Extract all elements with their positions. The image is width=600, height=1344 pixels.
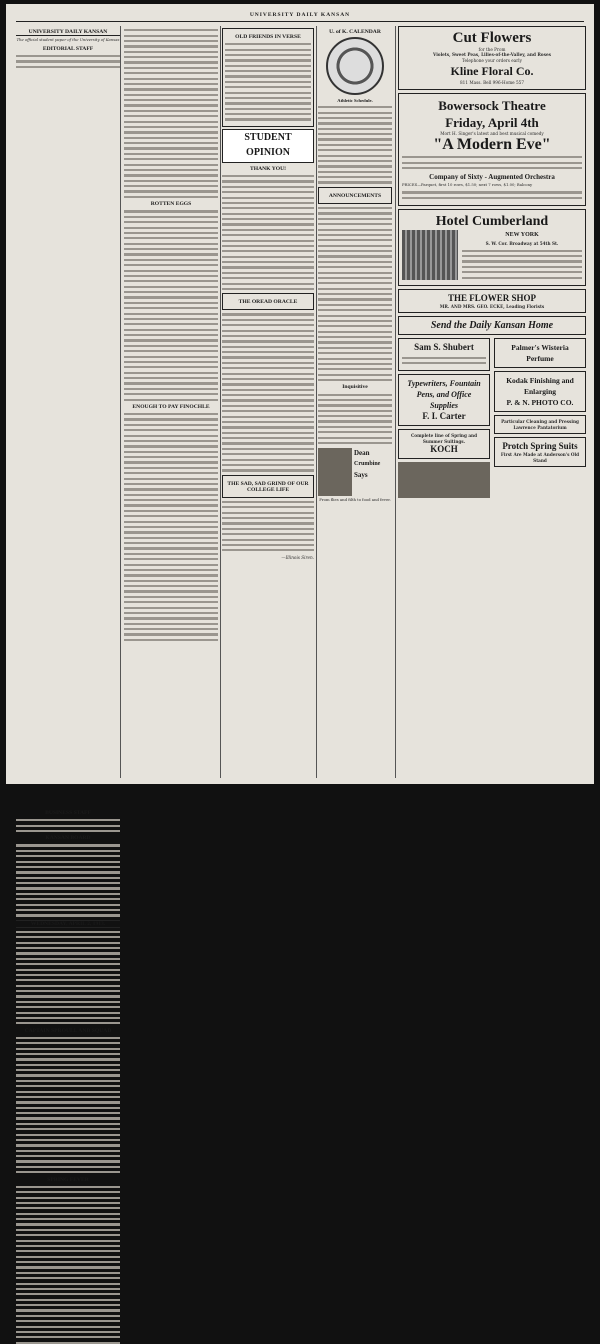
student-opinion-banner: STUDENT OPINION — [222, 129, 314, 163]
ad-text: Complete line of Spring and Summer Suitings. — [410, 433, 478, 444]
ad-hotel-cumberland — [398, 209, 586, 286]
dean-quote: From flies and filth to food and fever. — [319, 497, 391, 503]
ad-bowersock-theatre — [398, 93, 586, 206]
kansan-board-heading: KANSAN BOARD — [45, 835, 91, 842]
ad-kline-floral — [398, 26, 586, 90]
ad-headline: F. I. Carter — [422, 411, 466, 422]
headline-spring-fever: SPRING FEVER — [47, 1176, 89, 1183]
column-rule — [220, 26, 221, 778]
headline-sad-grind: THE SAD, SAD GRIND OF OUR COLLEGE LIFE — [227, 480, 309, 493]
column-rule — [316, 26, 317, 778]
paper-title: UNIVERSITY DAILY KANSAN — [16, 29, 120, 36]
university-seal — [326, 37, 384, 95]
ad-headline: Typewriters, Fountain Pens, and Office Supplies — [407, 379, 481, 411]
headline-inquisitive: Inquisitive — [342, 384, 368, 391]
business-staff-heading: BUSINESS STAFF — [45, 809, 91, 816]
ad-text: Particular Cleaning and Pressing — [501, 419, 579, 425]
ad-text: First Are Made at Anderson's Old Stand — [500, 452, 580, 463]
advertisement-column — [398, 26, 586, 778]
ad-text: S. W. Cor. Broadway at 54th St. — [485, 241, 559, 247]
headline-thank-you: THANK YOU! — [250, 165, 286, 172]
newspaper-page — [6, 4, 594, 1183]
column-rule — [120, 26, 121, 778]
ad-headline: Sam S. Shubert — [414, 342, 474, 353]
opinion-column — [222, 26, 314, 778]
ad-text: NEW YORK — [505, 232, 539, 239]
ad-headline: Kline Floral Co. — [450, 64, 534, 79]
ad-palmer-perfume — [494, 338, 586, 368]
ad-headline: Hotel Cumberland — [435, 214, 549, 230]
ad-kodak — [494, 371, 586, 412]
ad-headline: Friday, April 4th — [445, 114, 539, 130]
headline-old-friends: OLD FRIENDS IN VERSE — [235, 34, 301, 40]
ad-headline: "A Modern Eve" — [433, 136, 551, 154]
ad-headline: Palmer's Wisteria Perfume — [511, 343, 569, 364]
headline-sproull: CAPTAIN SPROULL AND SQUAD — [24, 1027, 112, 1034]
ad-headline: KOCH — [430, 444, 458, 455]
ad-headline: Cut Flowers — [452, 30, 532, 46]
headline-calendar: U. of K. CALENDAR — [329, 29, 381, 35]
headline-announcements: ANNOUNCEMENTS — [328, 192, 382, 199]
ad-text: Telephone your orders early — [462, 57, 522, 63]
ad-text: for the Prom — [478, 47, 506, 52]
ad-protch — [494, 437, 586, 467]
calendar-column — [318, 26, 392, 778]
editorial-column — [16, 26, 120, 1183]
poem-author: —Illinois Siren. — [281, 554, 314, 560]
ad-headline: Kodak Finishing and Enlarging — [506, 376, 574, 397]
ad-text: PRICES—Parquet, first 10 rows, $1.50; next 7 rows, $1.00; Balcony — [402, 182, 533, 188]
hotel-illustration — [402, 230, 458, 280]
headline-rotten-eggs: ROTTEN EGGS — [150, 201, 192, 208]
ad-sam-shubert — [398, 338, 490, 371]
says-label: Says — [354, 471, 368, 480]
ad-text: MR. AND MRS. GEO. ECKE, Leading Florists — [439, 303, 545, 309]
ad-typewriters — [398, 374, 490, 426]
column-rule — [395, 26, 396, 778]
headline-oread-oracle: THE OREAD ORACLE — [238, 299, 298, 306]
ad-headline: Protch Spring Suits — [502, 441, 578, 452]
ad-koch — [398, 429, 490, 459]
ad-headline: Send the Daily Kansan Home — [430, 320, 554, 332]
editorial-staff-heading: EDITORIAL STAFF — [42, 45, 94, 52]
ad-illustration — [398, 462, 490, 498]
ad-text: Company of Sixty - Augmented Orchestra — [429, 173, 555, 182]
ad-headline: THE FLOWER SHOP — [447, 292, 536, 303]
article-column — [124, 26, 218, 778]
ad-text: 811 Mass. Bell 996-Home 557 — [460, 80, 524, 86]
issue-date: WEDNESDAY, APRIL 2, 1913. — [16, 920, 120, 928]
ad-text: Violets, Sweet Peas, Lilies-of-the-Valley, and Roses — [433, 52, 551, 58]
ad-pantatorium — [494, 415, 586, 434]
dean-label: Dean — [354, 449, 370, 458]
headline-finochle: ENOUGH TO PAY FINOCHLE — [132, 403, 210, 410]
ad-send-kansan-home — [398, 316, 586, 335]
masthead: UNIVERSITY DAILY KANSAN — [16, 8, 584, 22]
ad-headline: Bowersock Theatre — [438, 97, 546, 113]
paper-subtitle: The official student paper of the University of Kansas — [16, 37, 120, 42]
ad-headline: P. & N. PHOTO CO. — [506, 398, 574, 408]
ad-text: Lawrence Pantatorium — [513, 424, 567, 430]
crumbine-label: Crumbine — [354, 461, 381, 468]
ad-text: Mort H. Singer's latest and best musical comedy — [440, 130, 544, 136]
athletic-schedule-heading: Athletic Schedule. — [337, 98, 373, 103]
fly-illustration — [318, 448, 352, 496]
ad-flower-shop — [398, 289, 586, 313]
